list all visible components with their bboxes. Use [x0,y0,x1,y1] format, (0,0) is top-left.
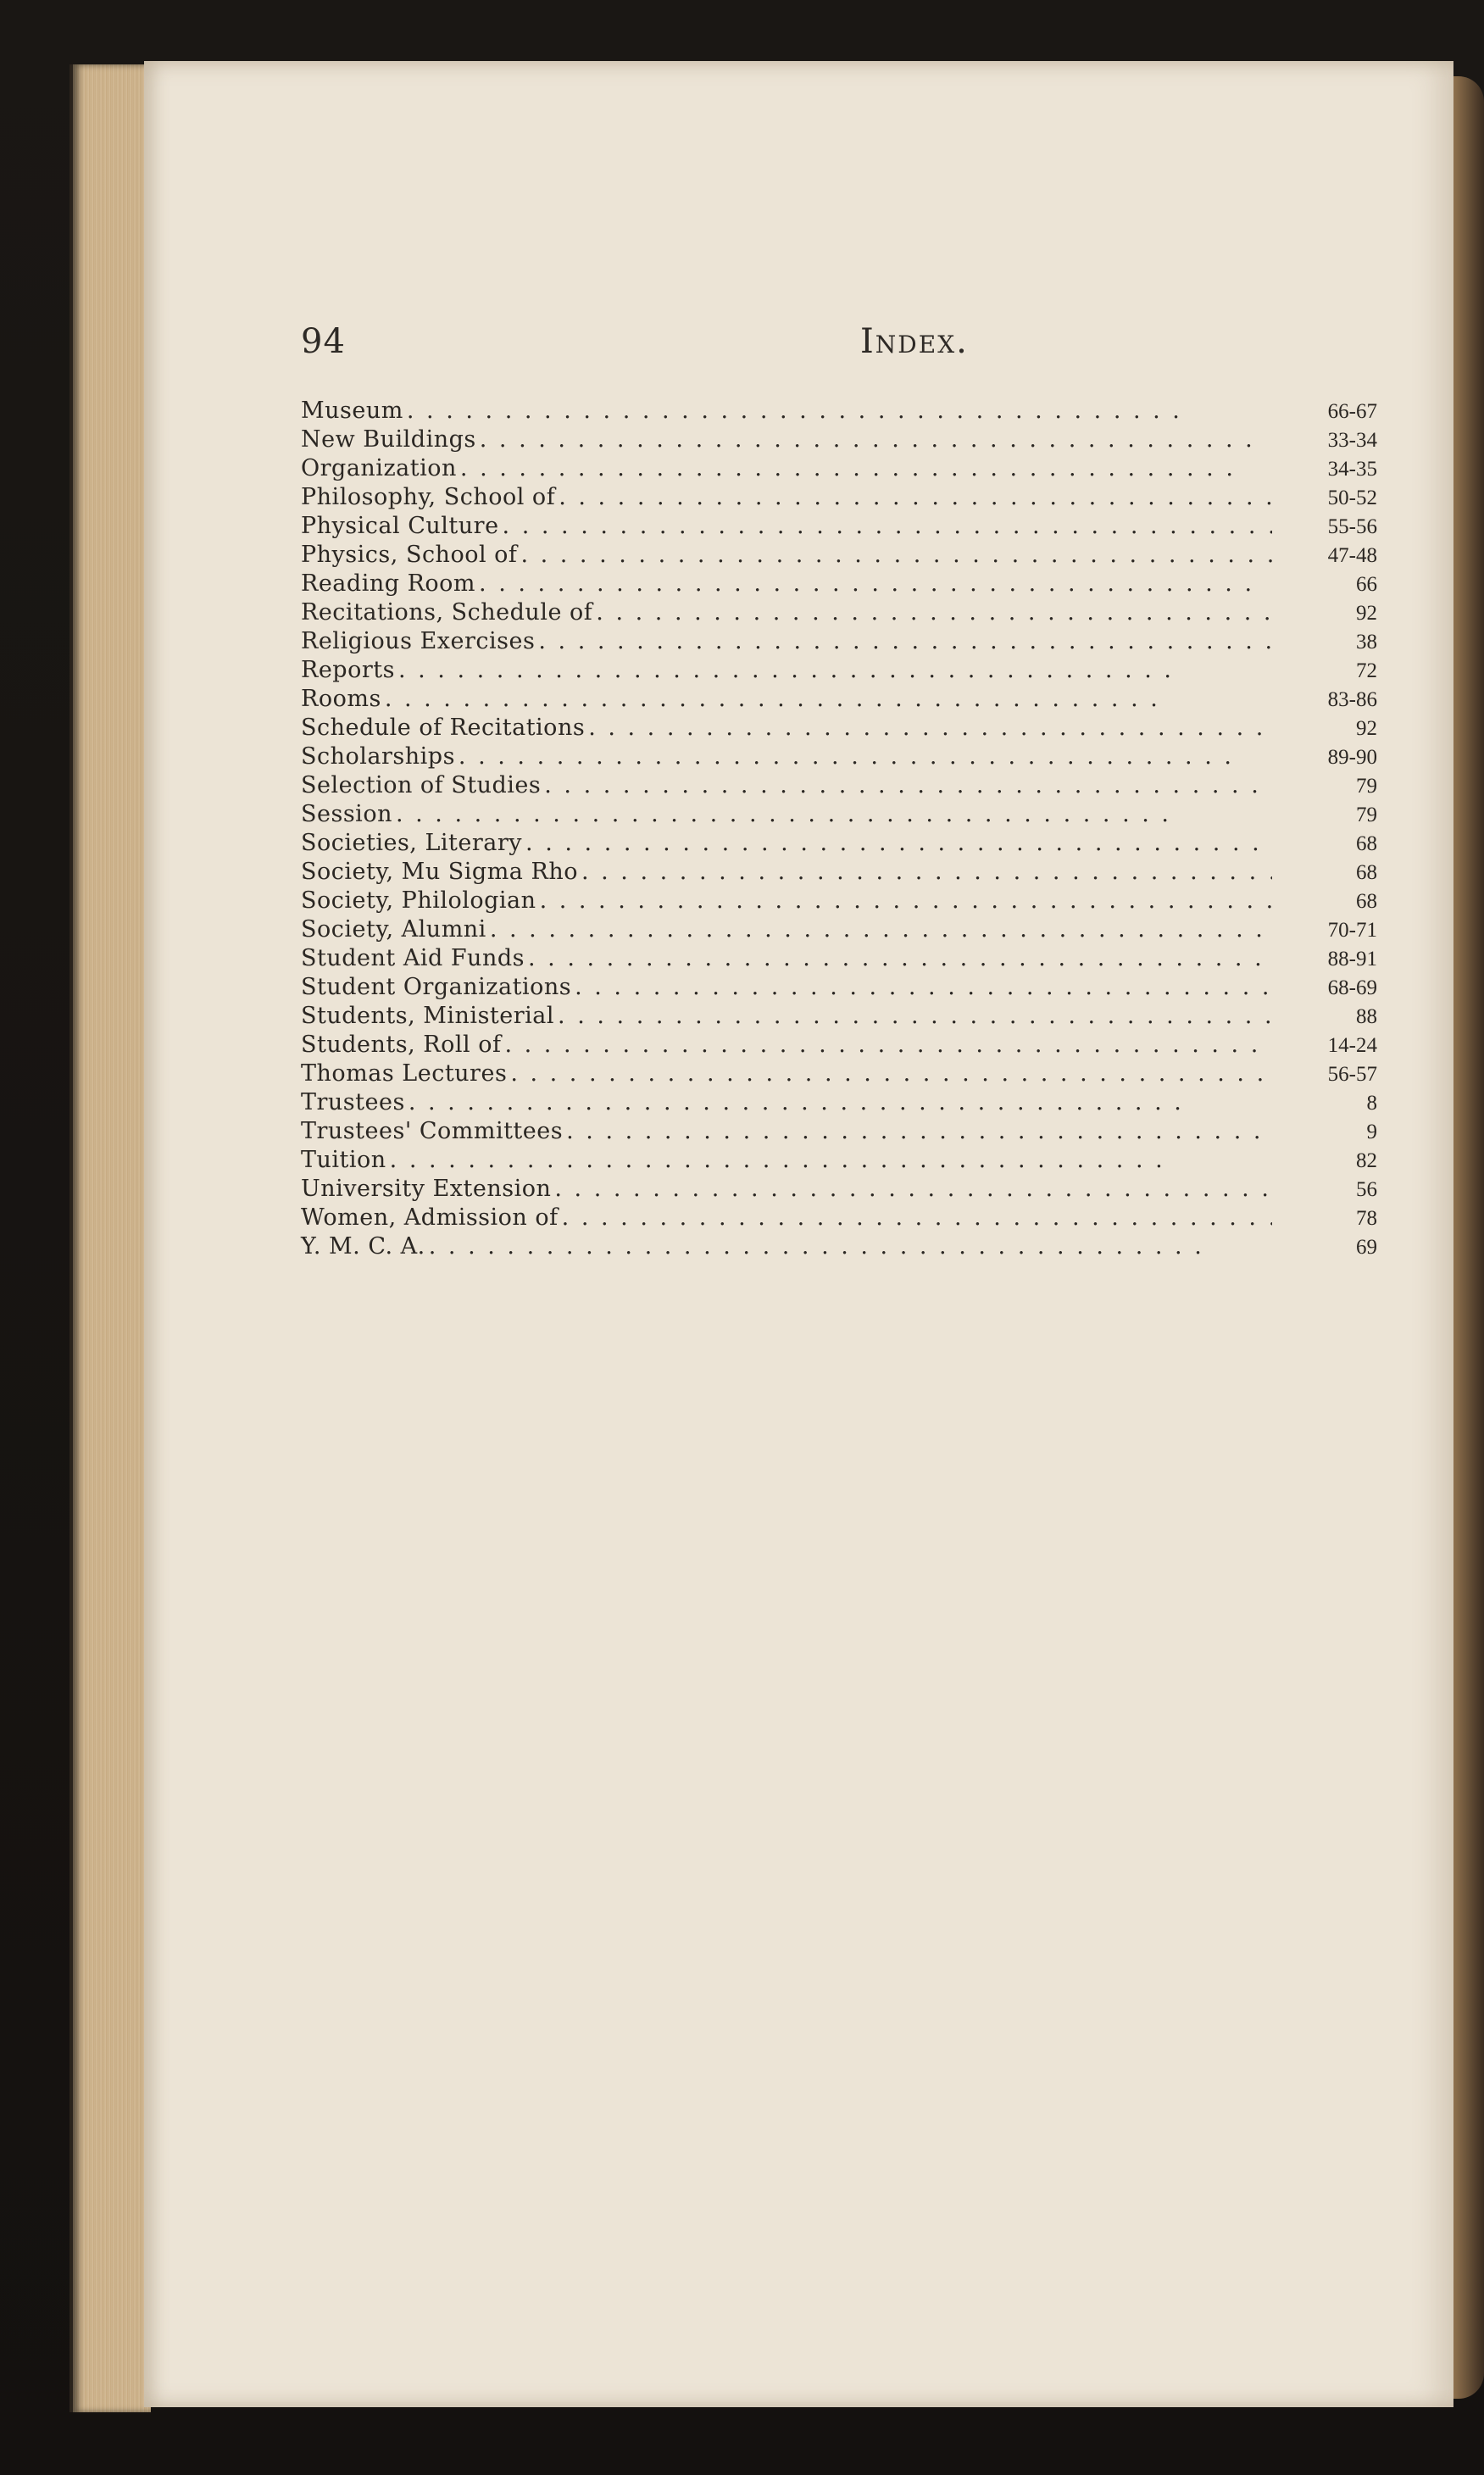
index-entry-label: Reading Room [301,570,476,597]
index-entry-pages: 70-71 [1327,919,1377,942]
index-entry [301,1002,1377,1031]
index-entry-pages: 68 [1356,861,1377,884]
index-entry-pages: 92 [1356,602,1377,625]
index-entry-pages: 33-34 [1327,429,1377,452]
index-entry-pages: 79 [1356,775,1377,798]
index-entry-pages: 9 [1366,1121,1377,1143]
index-entry-pages: 8 [1366,1092,1377,1115]
index-entry [301,598,1377,627]
dot-leader [479,570,1254,598]
dot-leader [558,1002,1272,1031]
dot-leader [525,829,1272,858]
index-entry [301,1031,1377,1060]
index-entry [301,858,1377,887]
dot-leader [528,944,1272,973]
page-title: Index. [860,322,969,361]
index-entry [301,742,1377,771]
dot-leader [562,1204,1272,1232]
index-entry [301,512,1377,541]
dot-leader [540,887,1272,915]
index-entry [301,1060,1377,1088]
index-entry-label: Women, Admission of [301,1204,559,1231]
index-entry-label: New Buildings [301,426,476,453]
index-entry-label: Physical Culture [301,513,499,539]
index-entry-label: Thomas Lectures [301,1060,508,1087]
index-entry [301,483,1377,512]
dot-leader [460,454,1236,483]
dot-leader [559,483,1272,512]
dot-leader [575,973,1272,1002]
index-entry [301,973,1377,1002]
dot-leader [409,1088,1184,1117]
index-entry-pages: 50-52 [1327,487,1377,509]
index-entry-pages: 88 [1356,1005,1377,1028]
index-entry-pages: 66-67 [1327,400,1377,423]
index-entry-label: Session [301,801,392,827]
index-entry-pages: 34-35 [1327,458,1377,481]
index-entry [301,1117,1377,1146]
index-entry-label: Society, Alumni [301,916,486,943]
index-entry-label: Societies, Literary [301,830,523,856]
index-entry [301,829,1377,858]
index-entry-label: Philosophy, School of [301,484,556,510]
dot-leader [480,425,1255,454]
index-entry [301,454,1377,483]
index-entry-label: Museum [301,398,403,424]
index-entry [301,1146,1377,1175]
index-entry-label: Tuition [301,1147,386,1173]
dot-leader [407,397,1182,425]
index-entry [301,425,1377,454]
index-entry [301,1175,1377,1204]
index-entry-label: Rooms [301,686,381,712]
index-entry-label: Y. M. C. A. [301,1233,425,1260]
index-entry [301,570,1377,598]
index-entry-label: Students, Ministerial [301,1003,555,1029]
dot-leader [520,541,1272,570]
index-entry [301,1204,1377,1232]
index-entry-label: Scholarships [301,743,455,770]
dot-leader [554,1175,1272,1204]
index-entry-label: Students, Roll of [301,1032,502,1058]
dot-leader [596,598,1272,627]
index-entry [301,656,1377,685]
index-entry-pages: 55-56 [1327,515,1377,538]
index-entry-pages: 82 [1356,1149,1377,1172]
index-entry-pages: 78 [1356,1207,1377,1230]
index-entry-pages: 66 [1356,573,1377,596]
index-entry-pages: 72 [1356,659,1377,682]
index-entry [301,800,1377,829]
dot-leader [459,742,1234,771]
dot-leader [588,714,1272,742]
page-number: 94 [301,322,346,361]
dot-leader [385,685,1160,714]
index-entry [301,771,1377,800]
index-entry-label: Organization [301,455,457,481]
index-entry-pages: 56-57 [1327,1063,1377,1086]
index-entry [301,685,1377,714]
dot-leader [429,1232,1204,1261]
index-entry-label: Society, Philologian [301,887,536,914]
index-entry-label: Schedule of Recitations [301,715,586,741]
index-entry [301,944,1377,973]
dot-leader [396,800,1171,829]
dot-leader [504,1031,1272,1060]
index-entry [301,887,1377,915]
index-entry [301,397,1377,425]
dot-leader [398,656,1174,685]
index-entry [301,541,1377,570]
dot-leader [566,1117,1272,1146]
index-entry-pages: 89-90 [1327,746,1377,769]
index-entry-pages: 47-48 [1327,544,1377,567]
index-entry-label: Religious Exercises [301,628,536,654]
index-entry-pages: 14-24 [1327,1034,1377,1057]
index-entry-label: Student Organizations [301,974,572,1000]
index-entry-pages: 68 [1356,832,1377,855]
index-entry-label: Selection of Studies [301,772,542,798]
index-entry-label: Reports [301,657,395,683]
page-edges [73,64,151,2412]
index-entry-label: Physics, School of [301,542,518,568]
index-entry-label: Recitations, Schedule of [301,599,593,626]
index-entry [301,714,1377,742]
index-entry-label: University Extension [301,1176,552,1202]
dot-leader [538,627,1272,656]
index-entry [301,627,1377,656]
index-entry-pages: 68 [1356,890,1377,913]
index-list [301,397,1377,1261]
index-entry [301,1232,1377,1261]
dot-leader [581,858,1272,887]
index-entry-pages: 79 [1356,804,1377,826]
index-entry-label: Society, Mu Sigma Rho [301,859,578,885]
index-entry [301,1088,1377,1117]
index-entry-pages: 83-86 [1327,688,1377,711]
dot-leader [503,512,1272,541]
index-entry-pages: 88-91 [1327,948,1377,971]
index-entry-pages: 38 [1356,631,1377,654]
index-entry-label: Student Aid Funds [301,945,525,971]
dot-leader [510,1060,1272,1088]
index-entry-pages: 56 [1356,1178,1377,1201]
index-entry-label: Trustees' Committees [301,1118,564,1144]
dot-leader [490,915,1265,944]
dot-leader [544,771,1272,800]
index-entry-pages: 69 [1356,1236,1377,1259]
index-entry [301,915,1377,944]
page-header [301,322,1377,373]
index-entry-pages: 92 [1356,717,1377,740]
dot-leader [390,1146,1165,1175]
index-entry-pages: 68-69 [1327,976,1377,999]
index-entry-label: Trustees [301,1089,405,1115]
